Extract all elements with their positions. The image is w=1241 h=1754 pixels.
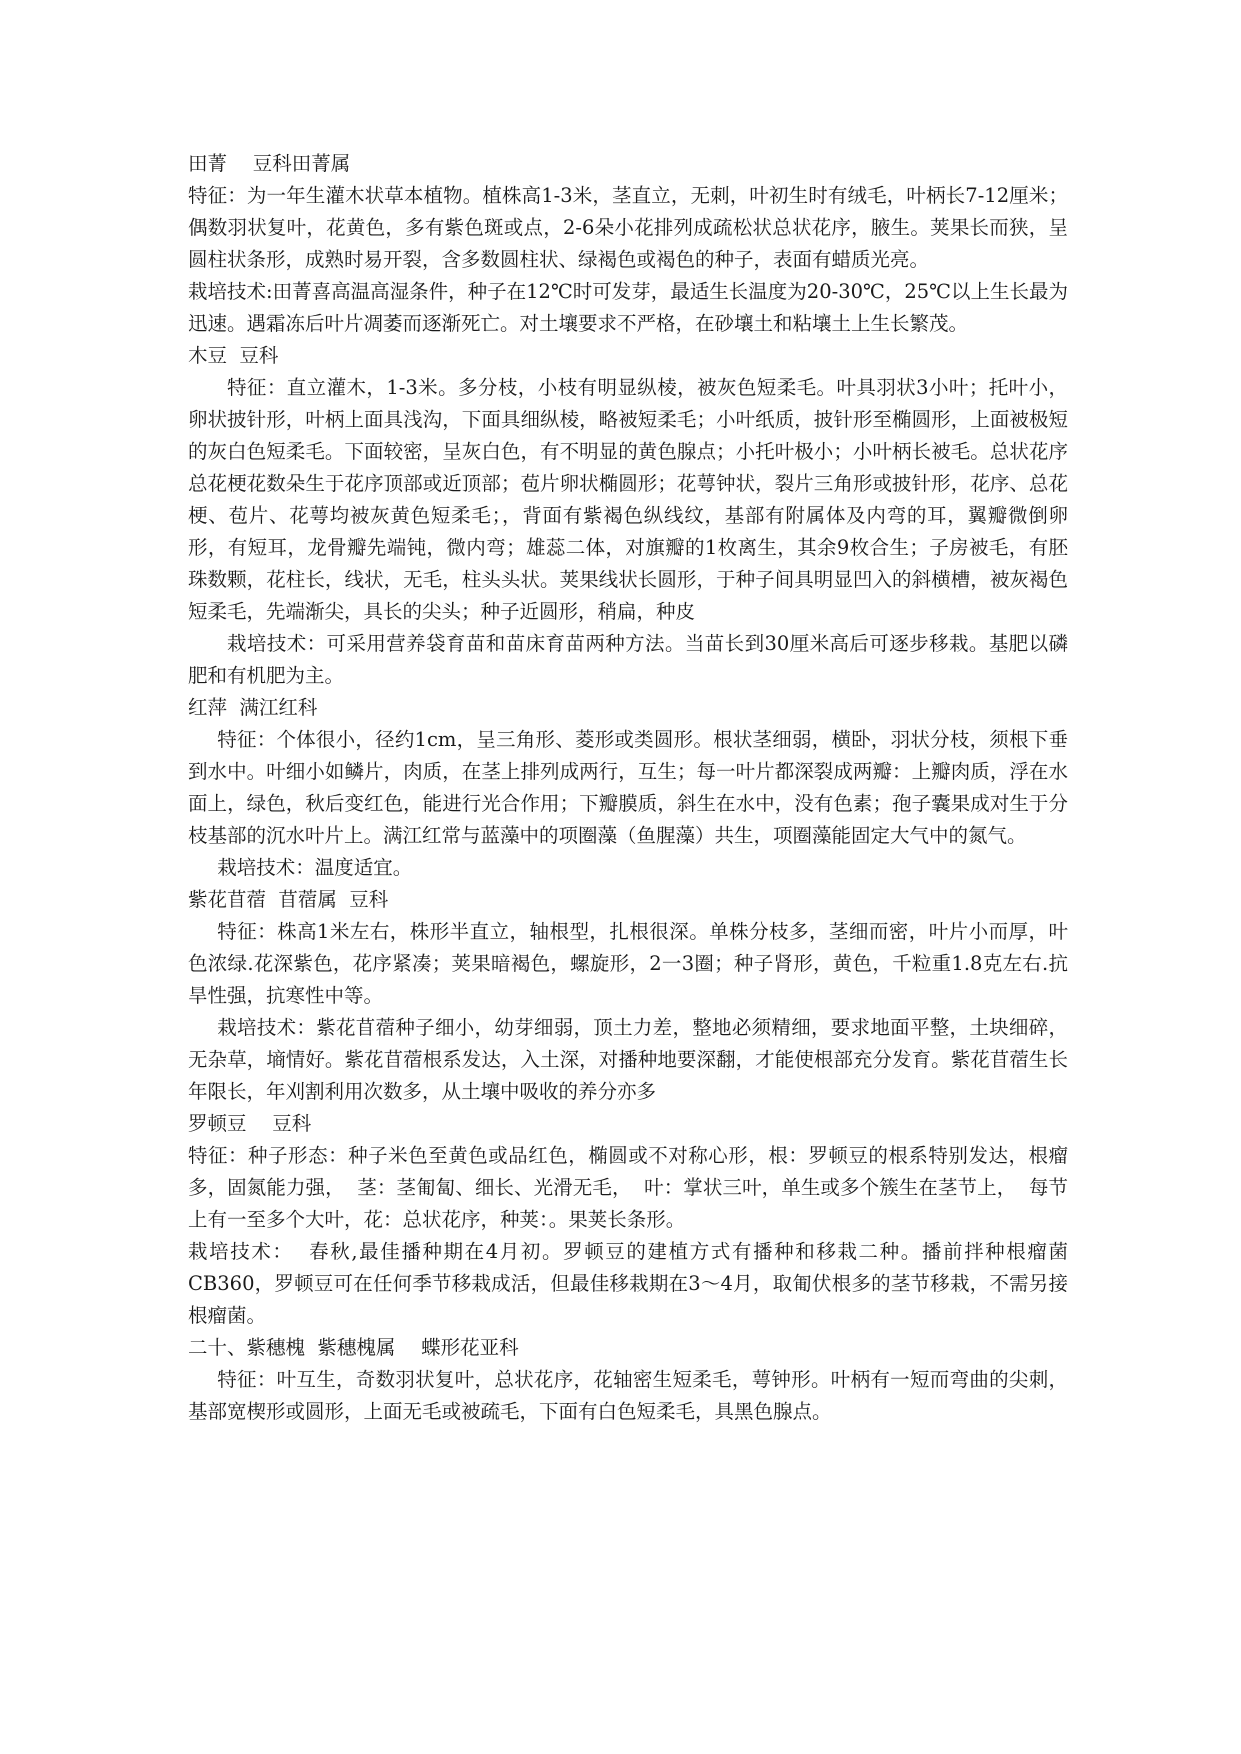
features-paragraph: 特征：株高1米左右，株形半直立，轴根型，扎根很深。单株分枝多，茎细而密，叶片小而厚，叶色浓绿.花深紫色，花序紧凑；荚果暗褐色，螺旋形，2一3圈；种子肾形，黄色，千粒重1.8克左右.抗旱性强，抗寒性中等。 (188, 920, 1068, 1007)
cultivation-paragraph: 栽培技术:田菁喜高温高湿条件，种子在12℃时可发芽，最适生长温度为20-30℃，25℃以上生长最为迅速。遇霜冻后叶片凋萎而逐渐死亡。对土壤要求不严格，在砂壤土和粘壤土上生长繁茂。 (188, 280, 1068, 335)
features-paragraph: 特征：种子形态：种子米色至黄色或品红色，椭圆或不对称心形，根：罗顿豆的根系特别发达，根瘤多，固氮能力强， 茎：茎匍匐、细长、光滑无毛， 叶：掌状三叶，单生或多个簇生在茎节上， 每节上有一至多个大叶，花：总状花序，种荚：。果荚长条形。 (188, 1144, 1068, 1231)
features-paragraph: 特征：为一年生灌木状草本植物。植株高1-3米，茎直立，无刺，叶初生时有绒毛，叶柄长7-12厘米；偶数羽状复叶，花黄色，多有紫色斑或点，2-6朵小花排列成疏松状总状花序，腋生。荚果长而狭，呈圆柱状条形，成熟时易开裂，含多数圆柱状、绿褐色或褐色的种子，表面有蜡质光亮。 (188, 184, 1068, 271)
plant-entry (188, 340, 1068, 692)
plant-entry (188, 1108, 1068, 1332)
plant-title: 田菁 豆科田菁属 (188, 152, 351, 175)
plant-title: 紫花苜蓿 苜蓿属 豆科 (188, 888, 389, 911)
cultivation-paragraph: 栽培技术：温度适宜。 (217, 856, 413, 879)
plant-entry (188, 692, 1068, 884)
cultivation-paragraph: 栽培技术：紫花苜蓿种子细小，幼芽细弱，顶土力差，整地必须精细，要求地面平整，土块细碎，无杂草，墒情好。紫花苜蓿根系发达，入土深，对播种地要深翻，才能使根部充分发育。紫花苜蓿生长年限长，年刈割利用次数多，从土壤中吸收的养分亦多 (188, 1016, 1068, 1103)
plant-entry (188, 884, 1068, 1108)
features-paragraph: 特征：直立灌木，1-3米。多分枝，小枝有明显纵棱，被灰色短柔毛。叶具羽状3小叶；托叶小，卵状披针形，叶柄上面具浅沟，下面具细纵棱，略被短柔毛；小叶纸质，披针形至椭圆形，上面被极短的灰白色短柔毛。下面较密，呈灰白色，有不明显的黄色腺点；小托叶极小；小叶柄长被毛。总状花序总花梗花数朵生于花序顶部或近顶部；苞片卵状椭圆形；花萼钟状，裂片三角形或披针形，花序、总花梗、苞片、花萼均被灰黄色短柔毛；，背面有紫褐色纵线纹，基部有附属体及内弯的耳，翼瓣微倒卵形，有短耳，龙骨瓣先端钝，微内弯；雄蕊二体，对旗瓣的1枚离生，其余9枚合生；子房被毛，有胚珠数颗，花柱长，线状，无毛，柱头头状。荚果线状长圆形，于种子间具明显凹入的斜横槽，被灰褐色短柔毛，先端渐尖，具长的尖头；种子近圆形，稍扁，种皮 (188, 376, 1068, 623)
features-paragraph: 特征：个体很小，径约1cm，呈三角形、菱形或类圆形。根状茎细弱，横卧，羽状分枝，须根下垂到水中。叶细小如鳞片，肉质，在茎上排列成两行，互生；每一叶片都深裂成两瓣：上瓣肉质，浮在水面上，绿色，秋后变红色，能进行光合作用；下瓣膜质，斜生在水中，没有色素；孢子囊果成对生于分枝基部的沉水叶片上。满江红常与蓝藻中的项圈藻（鱼腥藻）共生，项圈藻能固定大气中的氮气。 (188, 728, 1068, 847)
cultivation-paragraph: 栽培技术： 春秋,最佳播种期在4月初。罗顿豆的建植方式有播种和移栽二种。播前拌种根瘤菌CB360，罗顿豆可在任何季节移栽成活，但最佳移栽期在3～4月，取匍伏根多的茎节移栽，不需另接根瘤菌。 (188, 1240, 1068, 1327)
cultivation-paragraph: 栽培技术：可采用营养袋育苗和苗床育苗两种方法。当苗长到30厘米高后可逐步移栽。基肥以磷肥和有机肥为主。 (188, 632, 1068, 687)
features-paragraph: 特征：叶互生，奇数羽状复叶，总状花序，花轴密生短柔毛，萼钟形。叶柄有一短而弯曲的尖刺，基部宽楔形或圆形，上面无毛或被疏毛，下面有白色短柔毛，具黑色腺点。 (188, 1368, 1068, 1423)
plant-title: 红萍 满江红科 (188, 696, 318, 719)
plant-title: 罗顿豆 豆科 (188, 1112, 312, 1135)
plant-entry (188, 1332, 1068, 1428)
plant-title: 二十、紫穗槐 紫穗槐属 蝶形花亚科 (188, 1336, 519, 1359)
plant-title: 木豆 豆科 (188, 344, 279, 367)
plant-entry (188, 148, 1068, 340)
document-page (188, 148, 1068, 1428)
